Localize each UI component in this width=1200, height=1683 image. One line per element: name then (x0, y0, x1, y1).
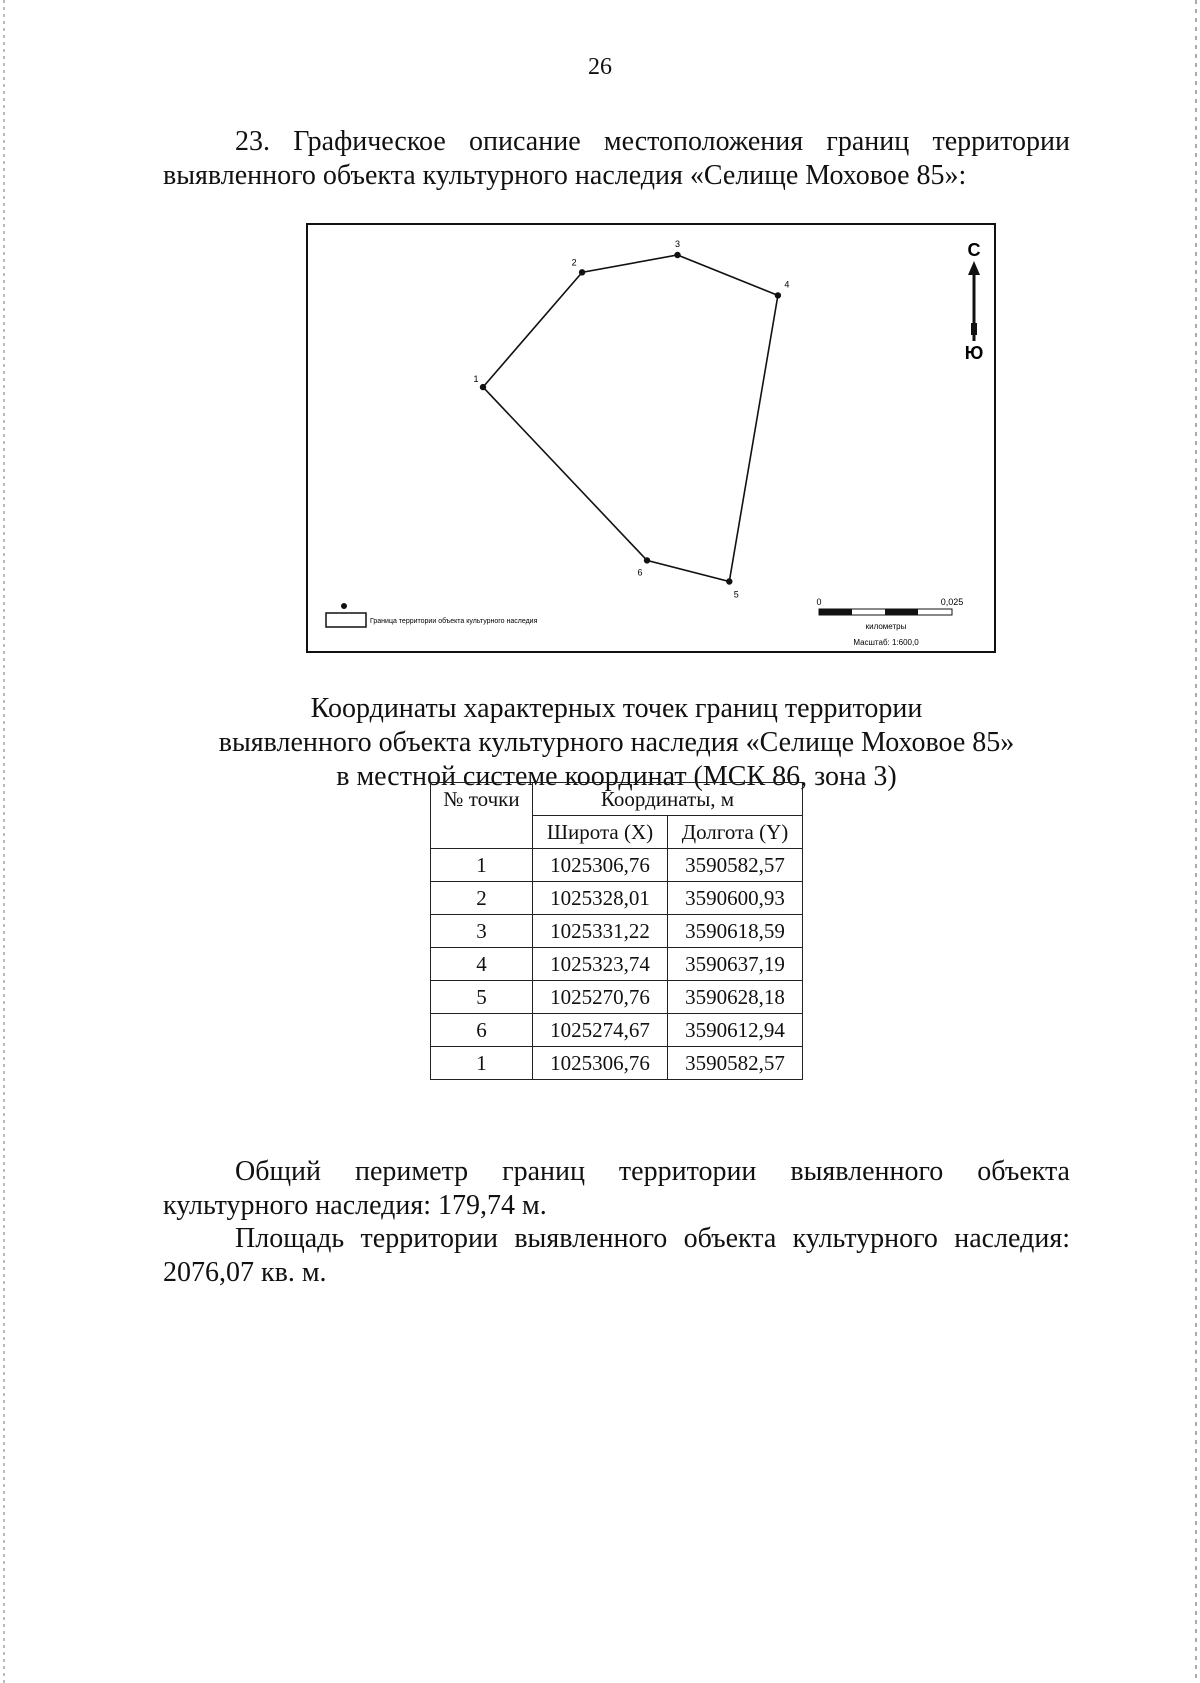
table-caption (163, 692, 1070, 794)
scale-ratio-label: Масштаб: 1:600,0 (853, 638, 919, 647)
perimeter-paragraph (163, 1155, 1070, 1223)
map-border (307, 224, 995, 652)
legend-point-icon (341, 603, 347, 609)
table-row (431, 882, 803, 915)
header-coordinates: Координаты, м (533, 783, 803, 816)
scale-end-label: 0,025 (940, 597, 964, 607)
boundary-point-6 (644, 557, 650, 563)
cell-y: 3590600,93 (668, 882, 803, 915)
scan-edge-left (3, 0, 5, 1683)
table-row (431, 948, 803, 981)
header-point-number: № точки (431, 783, 533, 849)
cell-x: 1025323,74 (533, 948, 668, 981)
boundary-point-label-2: 2 (571, 257, 577, 268)
cell-point: 1 (431, 1047, 533, 1080)
cell-y: 3590582,57 (668, 1047, 803, 1080)
perimeter-line-2: культурного наследия: 179,74 м. (163, 1190, 547, 1221)
south-label: Ю (964, 343, 984, 363)
cell-x: 1025274,67 (533, 1014, 668, 1047)
cell-x: 1025328,01 (533, 882, 668, 915)
table-row (431, 915, 803, 948)
section-heading (163, 125, 1070, 193)
table-row (431, 849, 803, 882)
caption-line-2: выявленного объекта культурного наследия «Селище Моховое 85» (218, 727, 1015, 758)
cell-point: 2 (431, 882, 533, 915)
cell-x: 1025270,76 (533, 981, 668, 1014)
boundary-point-3 (674, 252, 680, 258)
heading-line-2: выявленного объекта культурного наследия «Селище Моховое 85»: (163, 160, 967, 191)
boundary-map (306, 223, 996, 653)
boundary-map-canvas (306, 223, 996, 653)
table-row (431, 1047, 803, 1080)
boundary-point-1 (480, 384, 486, 390)
heading-line-1: 23. Графическое описание местоположения границ территории (235, 126, 1070, 157)
cell-point: 3 (431, 915, 533, 948)
cell-y: 3590618,59 (668, 915, 803, 948)
legend-text: Граница территории объекта культурного наследия (370, 618, 538, 625)
boundary-point-label-3: 3 (674, 239, 681, 249)
boundary-point-label-1: 1 (473, 374, 479, 385)
boundary-point-4 (775, 292, 781, 298)
cell-y: 3590637,19 (668, 948, 803, 981)
table-row (431, 981, 803, 1014)
header-latitude: Широта (X) (533, 816, 668, 849)
scale-units-label: километры (865, 622, 907, 631)
scale-start-label: 0 (816, 597, 822, 607)
boundary-point-label-5: 5 (733, 589, 739, 600)
perimeter-line-1: Общий периметр границ территории выявленного объекта (235, 1156, 1070, 1187)
caption-line-1: Координаты характерных точек границ территории (310, 693, 923, 724)
coordinates-table (430, 782, 803, 1080)
cell-point: 1 (431, 849, 533, 882)
cell-y: 3590628,18 (668, 981, 803, 1014)
boundary-point-label-4: 4 (784, 279, 790, 290)
cell-x: 1025331,22 (533, 915, 668, 948)
page-number: 26 (588, 54, 612, 80)
legend-boundary-icon (326, 613, 366, 627)
table-row (431, 1014, 803, 1047)
caption-line-3: в местной системе координат (МСК 86, зона 3) (336, 761, 897, 792)
scan-edge-right (1195, 0, 1197, 1683)
cell-point: 4 (431, 948, 533, 981)
boundary-point-label-6: 6 (637, 567, 643, 578)
boundary-point-5 (726, 578, 732, 584)
boundary-point-2 (579, 269, 585, 275)
area-line-1: Площадь территории выявленного объекта культурного наследия: (235, 1223, 1070, 1254)
area-paragraph (163, 1222, 1070, 1290)
cell-y: 3590612,94 (668, 1014, 803, 1047)
cell-point: 6 (431, 1014, 533, 1047)
cell-point: 5 (431, 981, 533, 1014)
header-longitude: Долгота (Y) (668, 816, 803, 849)
north-label: С (967, 240, 981, 260)
cell-x: 1025306,76 (533, 1047, 668, 1080)
area-line-2: 2076,07 кв. м. (163, 1257, 327, 1288)
cell-y: 3590582,57 (668, 849, 803, 882)
cell-x: 1025306,76 (533, 849, 668, 882)
